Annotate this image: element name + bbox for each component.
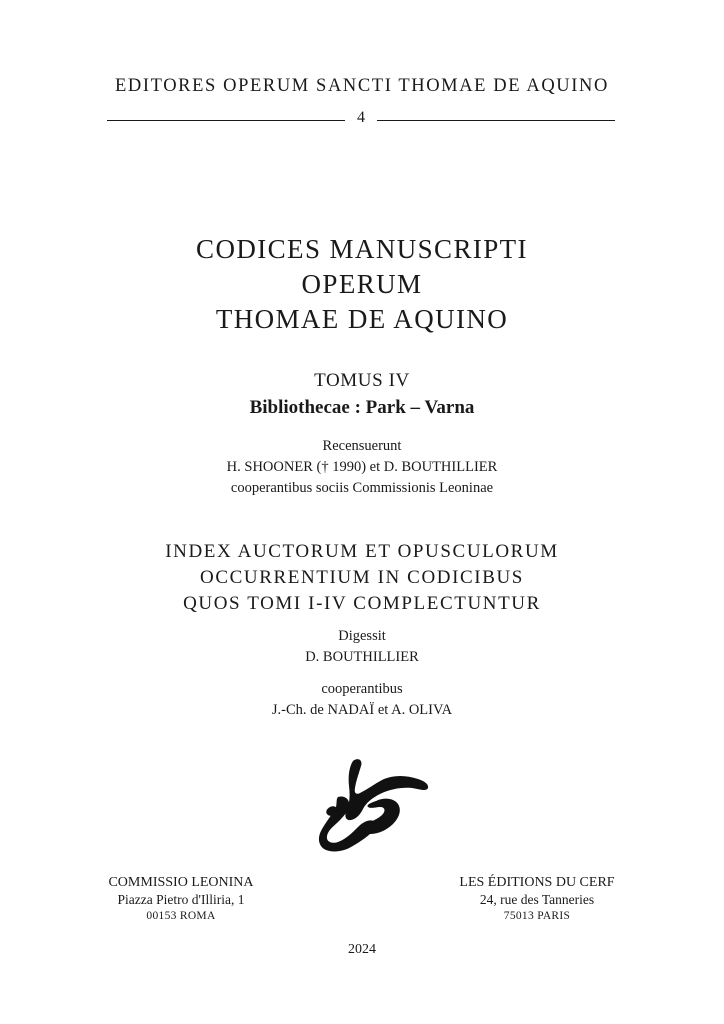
volume-authors: H. SHOONER († 1990) et D. BOUTHILLIER	[226, 459, 498, 475]
series-number: 4	[357, 109, 365, 126]
series-rule-right	[377, 120, 615, 121]
volume-subtitle: Bibliothecae : Park – Varna	[249, 397, 475, 418]
main-title-line-3: THOMAE DE AQUINO	[215, 304, 509, 334]
index-title-line-3: QUOS TOMI I-IV COMPLECTUNTUR	[183, 593, 541, 614]
publisher-left-city: 00153 ROMA	[146, 910, 216, 922]
publisher-right-name: LES ÉDITIONS DU CERF	[459, 875, 615, 890]
digessit-name: D. BOUTHILLIER	[305, 649, 419, 665]
series-title: EDITORES OPERUM SANCTI THOMAE DE AQUINO	[115, 76, 609, 96]
publisher-right-city: 75013 PARIS	[503, 910, 571, 922]
cooperantibus-names: J.-Ch. de NADAÏ et A. OLIVA	[271, 702, 453, 718]
publisher-right	[452, 874, 622, 925]
publisher-left-name: COMMISSIO LEONINA	[108, 875, 254, 890]
cooperantibus-label: cooperantibus	[321, 681, 403, 697]
publisher-left	[100, 874, 262, 925]
leonine-commission-brush-mark-icon	[316, 757, 432, 853]
recensuerunt-label: Recensuerunt	[322, 438, 402, 454]
publisher-right-street: 24, rue des Tanneries	[479, 892, 595, 907]
main-title-line-1: CODICES MANUSCRIPTI	[196, 234, 528, 264]
index-title-line-1: INDEX AUCTORUM ET OPUSCULORUM	[165, 541, 559, 562]
publisher-left-street: Piazza Pietro d'Illiria, 1	[117, 892, 245, 907]
publication-year: 2024	[348, 942, 376, 957]
digessit-label: Digessit	[338, 628, 386, 644]
series-rule-left	[107, 120, 345, 121]
index-title-line-2: OCCURRENTIUM IN CODICIBUS	[200, 567, 524, 588]
volume-number: TOMUS IV	[314, 370, 410, 391]
main-title-line-2: OPERUM	[301, 269, 423, 299]
volume-cooperantes: cooperantibus sociis Commissionis Leoninae	[230, 480, 494, 496]
